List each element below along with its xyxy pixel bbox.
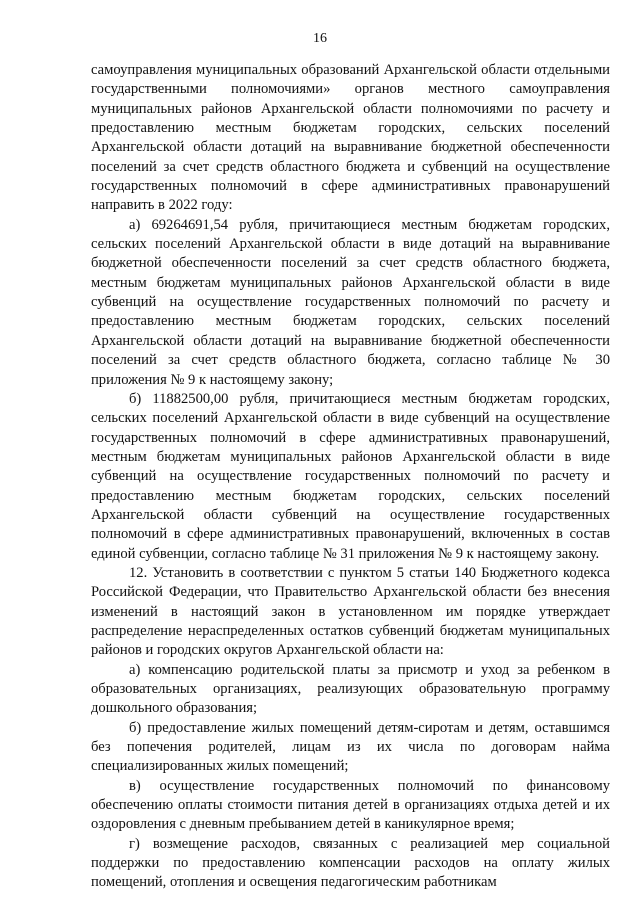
paragraph-item-b: б) 11882500,00 рубля, причитающиеся местным бюджетам городских, сельских поселений Архангельской области в виде субвенций на осуществление государственных полномочий в сфере административных правонарушений, местным бюджетам муниципальных районов Архангельской области в виде субвенций на осуществление государственных полномочий по расчету и предоставлению местным бюджетам городских, сельских поселений Архангельской области субвенций на осуществление государственных полномочий в сфере административных правонарушений, включенных в состав единой субвенции, согласно таблице № 31 приложения № 9 к настоящему закону. <box>91 390 610 562</box>
paragraph-item-b-housing: б) предоставление жилых помещений детям-сиротам и детям, оставшимся без попечения родителей, лицам из их числа по договорам найма специализированных жилых помещений; <box>91 719 610 775</box>
paragraph-item-a: а) 69264691,54 рубля, причитающиеся местным бюджетам городских, сельских поселений Архангельской области в виде дотаций на выравнивание бюджетной обеспеченности поселений за счет средств областного бюджета, местным бюджетам муниципальных районов Архангельской области в виде субвенций на осуществление государственных полномочий по расчету и предоставлению местным бюджетам городских, сельских поселений Архангельской области дотаций на выравнивание бюджетной обеспеченности поселений за счет средств областного бюджета, согласно таблице № 30 приложения № 9 к настоящему закону; <box>91 216 610 388</box>
document-body <box>91 61 610 893</box>
paragraph-item-v-meals: в) осуществление государственных полномочий по финансовому обеспечению оплаты стоимости питания детей в организациях отдыха детей и их оздоровления с дневным пребыванием детей в каникулярное время; <box>91 777 610 833</box>
paragraph-item-g-reimbursement: г) возмещение расходов, связанных с реализацией мер социальной поддержки по предоставлению компенсации расходов на оплату жилых помещений, отопления и освещения педагогическим работникам <box>91 835 610 891</box>
paragraph-continuation: самоуправления муниципальных образований Архангельской области отдельными государственными полномочиями» органов местного самоуправления муниципальных районов Архангельской области полномочиями по расчету и предоставлению местным бюджетам городских, сельских поселений Архангельской области дотаций на выравнивание бюджетной обеспеченности поселений за счет средств областного бюджета и субвенций на осуществление государственных полномочий в сфере административных правонарушений направить в 2022 году: <box>91 62 610 214</box>
page-number: 16 <box>313 31 327 46</box>
paragraph-section-12: 12. Установить в соответствии с пунктом 5 статьи 140 Бюджетного кодекса Российской Федерации, что Правительство Архангельской области без внесения изменений в настоящий закон в установленном им порядке утверждает распределение нераспределенных остатков субвенций бюджетам муниципальных районов и городских округов Архангельской области на: <box>91 564 610 659</box>
paragraph-item-a-compensation: а) компенсацию родительской платы за присмотр и уход за ребенком в образовательных организациях, реализующих образовательную программу дошкольного образования; <box>91 661 610 717</box>
